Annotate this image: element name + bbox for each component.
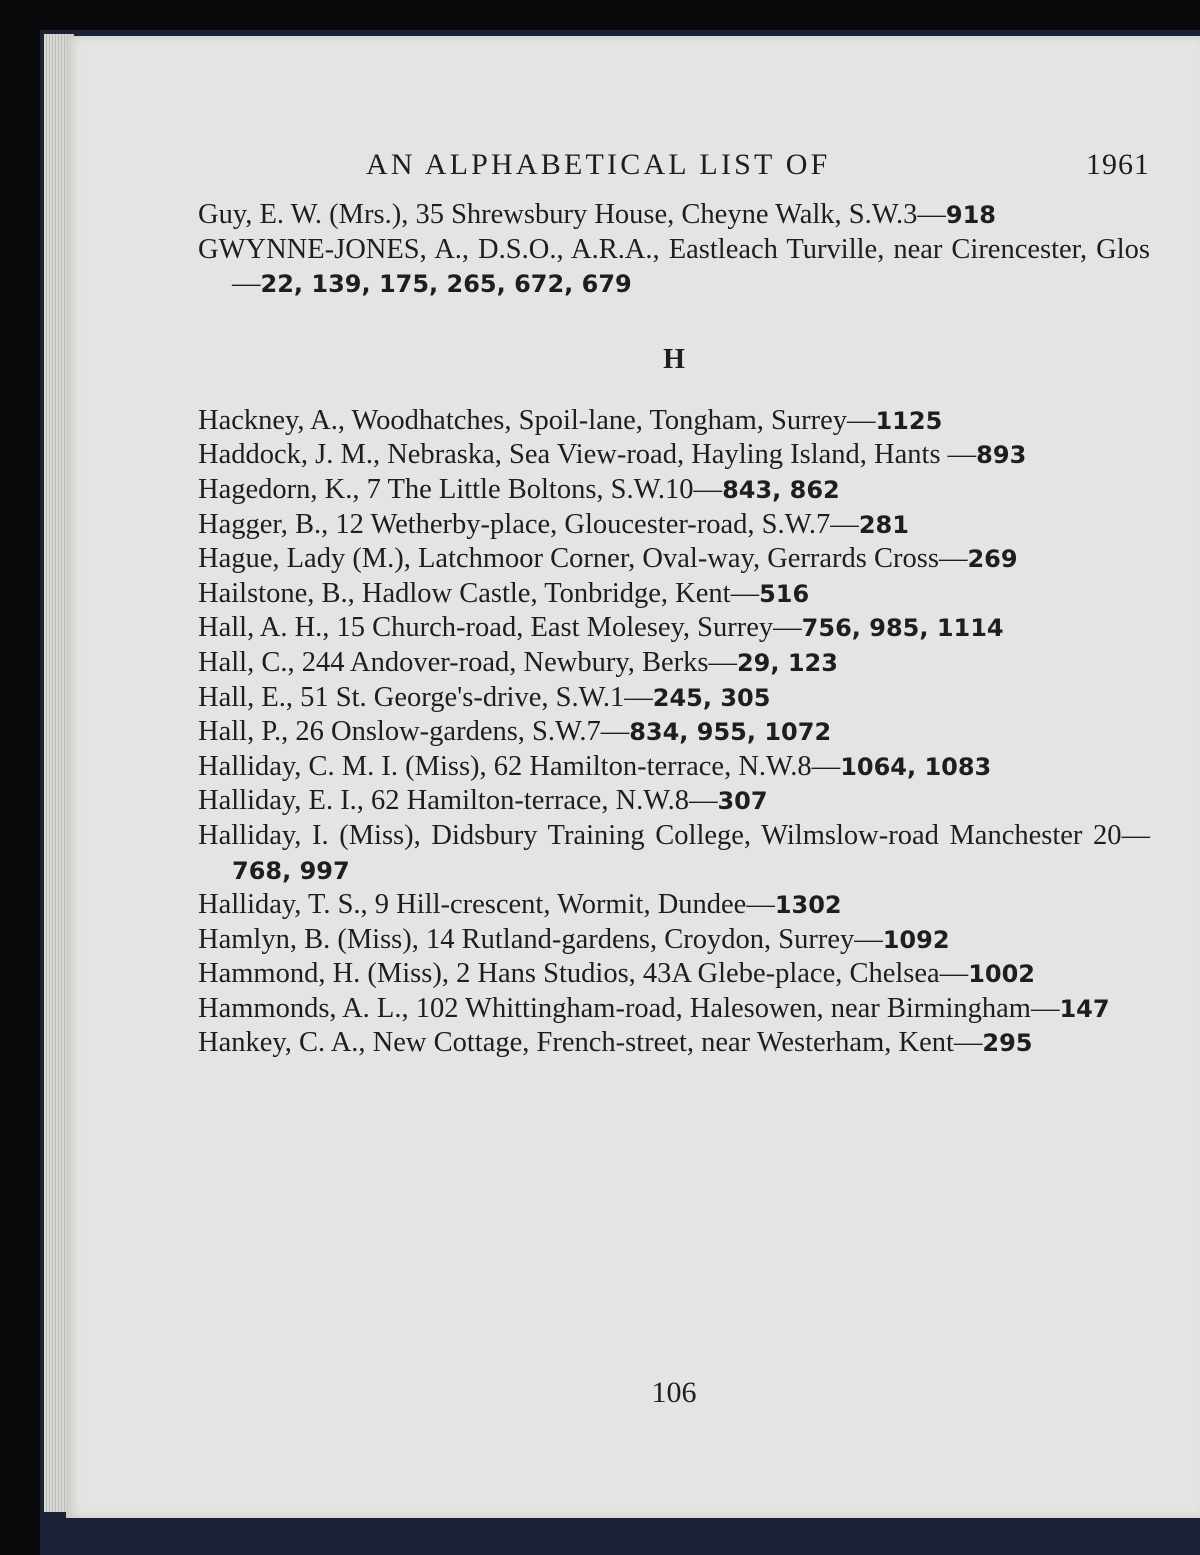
entry-text: Hagger, B., 12 Wetherby-place, Gloucester-road, S.W.7— [198,508,859,540]
running-head [198,148,1150,198]
list-entry [198,542,1150,577]
list-entry [198,1026,1150,1061]
list-entry [198,577,1150,612]
entry-text: Halliday, C. M. I. (Miss), 62 Hamilton-terrace, N.W.8— [198,750,841,782]
entry-numbers: 756, 985, 1114 [801,614,1004,643]
list-entry [198,923,1150,958]
list-entry [198,438,1150,473]
entry-text: Hall, P., 26 Onslow-gardens, S.W.7— [198,716,630,748]
list-entry [198,681,1150,716]
list-entry [198,508,1150,543]
entry-text: Hamlyn, B. (Miss), 14 Rutland-gardens, Croydon, Surrey— [198,923,883,955]
list-entry [198,957,1150,992]
list-entry [198,646,1150,681]
list-entry [198,715,1150,750]
entry-text: Hague, Lady (M.), Latchmoor Corner, Oval-way, Gerrards Cross— [198,543,968,575]
entry-numbers: 147 [1059,994,1110,1023]
entry-text: Halliday, E. I., 62 Hamilton-terrace, N.W.8— [198,785,718,817]
entry-text: Hammonds, A. L., 102 Whittingham-road, Halesowen, near Birmingham— [198,992,1060,1024]
list-entry [198,992,1150,1027]
entry-numbers: 1092 [882,925,950,954]
section-letter: H [663,343,685,375]
list-entry [198,611,1150,646]
entry-text: Hankey, C. A., New Cottage, French-street, near Westerham, Kent— [198,1027,983,1059]
entry-text: Haddock, J. M., Nebraska, Sea View-road, Hayling Island, Hants — [198,439,977,471]
entry-numbers: 1064, 1083 [840,752,992,781]
entry-text: Halliday, T. S., 9 Hill-crescent, Wormit, Dundee— [198,889,775,921]
entry-numbers: 295 [982,1029,1033,1058]
entry-numbers: 281 [858,510,909,539]
entry-text: Hall, E., 51 St. George's-drive, S.W.1— [198,681,653,713]
entry-numbers: 768, 997 [232,856,350,885]
entry-text: Hall, C., 244 Andover-road, Newbury, Berks— [198,646,737,678]
list-entry [198,888,1150,923]
entry-numbers: 1002 [968,960,1035,989]
running-year: 1961 [1086,148,1150,181]
entry-numbers: 1302 [774,891,842,920]
entry-text: GWYNNE-JONES, A., D.S.O., A.R.A., Eastleach Turville, near Cirencester, Glos— [198,233,1150,300]
list-entry [198,819,1150,888]
list-entry [198,404,1150,439]
entry-text: Hagedorn, K., 7 The Little Boltons, S.W.10— [198,473,723,505]
entry-numbers: 893 [976,441,1027,470]
entry-numbers: 29, 123 [736,648,838,677]
entry-numbers: 1125 [875,406,943,435]
entry-text: Hailstone, B., Hadlow Castle, Tonbridge, Kent— [198,577,760,609]
page-number: 106 [651,1376,697,1409]
list-entry [198,198,1150,233]
entry-numbers: 834, 955, 1072 [629,718,832,747]
page-content [198,148,1150,1409]
entry-text: Hall, A. H., 15 Church-road, East Molesey, Surrey— [198,612,802,644]
list-entry [198,233,1150,302]
entry-numbers: 269 [967,545,1018,574]
list-entry [198,750,1150,785]
list-entry [198,473,1150,508]
entry-text: Halliday, I. (Miss), Didsbury Training College, Wilmslow-road Manchester 20— [198,819,1150,851]
entries-before-list [198,198,1150,302]
entry-numbers: 245, 305 [652,683,771,712]
entry-numbers: 516 [759,579,810,608]
entry-text: Hackney, A., Woodhatches, Spoil-lane, Tongham, Surrey— [198,404,876,436]
list-entry [198,784,1150,819]
entry-numbers: 307 [717,787,768,816]
book-page [66,36,1200,1518]
entries-h-list [198,404,1150,1061]
entry-numbers: 918 [945,201,997,229]
running-title: AN ALPHABETICAL LIST OF [366,148,831,181]
entry-numbers: 22, 139, 175, 265, 672, 679 [260,270,632,299]
entry-text: Hammond, H. (Miss), 2 Hans Studios, 43A Glebe-place, Chelsea— [198,958,969,990]
entry-numbers: 843, 862 [722,475,840,504]
entry-text: Guy, E. W. (Mrs.), 35 Shrewsbury House, Cheyne Walk, S.W.3— [198,199,946,230]
